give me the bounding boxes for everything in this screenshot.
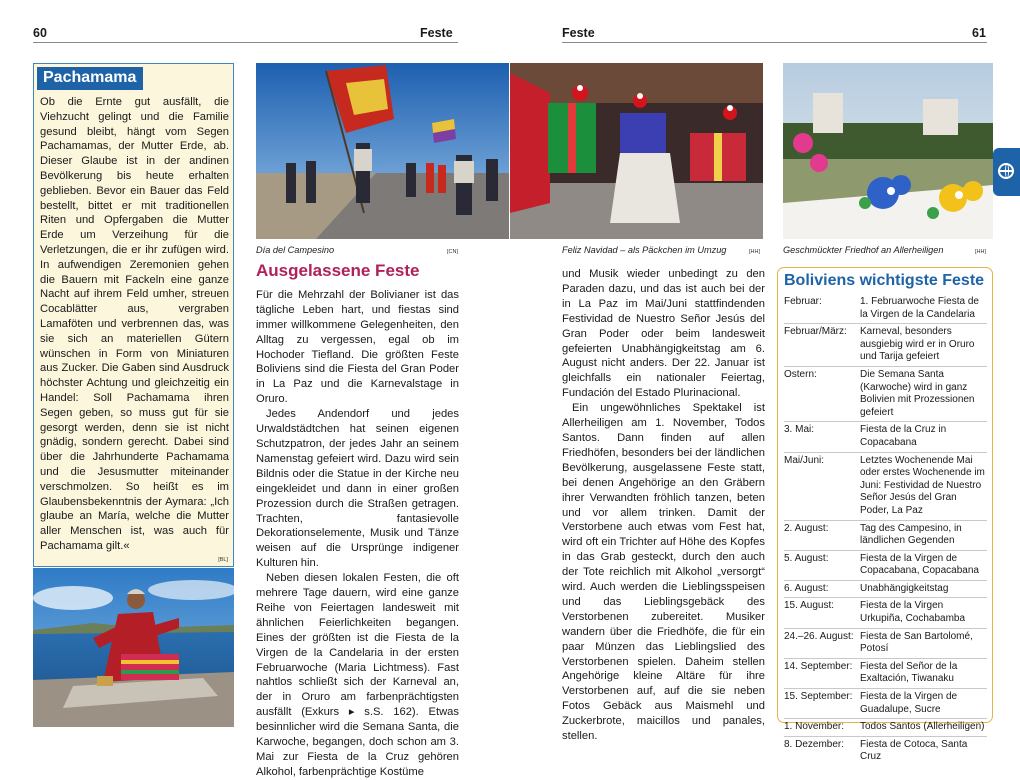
festival-event: Unabhängigkeitstag	[860, 582, 949, 594]
left-running-head: Feste	[420, 26, 453, 40]
festival-row	[784, 580, 987, 598]
festival-row	[784, 520, 987, 550]
festival-date: Ostern:	[784, 368, 817, 380]
festival-row	[784, 323, 987, 366]
festival-row	[784, 658, 987, 688]
article-heading: Ausgelassene Feste	[256, 261, 420, 280]
pachamama-credit: [BL]	[218, 557, 228, 563]
festival-date: 1. November:	[784, 721, 845, 733]
festival-date: Februar:	[784, 296, 822, 307]
festival-date: 6. August:	[784, 582, 829, 594]
globe-icon	[998, 163, 1014, 179]
festival-event: Die Semana Santa (Karwoche) wird in ganz Bolivien mit Prozessionen gefeiert	[860, 368, 975, 418]
festival-row	[784, 452, 987, 520]
festival-row	[784, 550, 987, 580]
campesino-photo	[256, 63, 509, 239]
festival-event: Fiesta de San Bartolomé, Potosí	[860, 630, 973, 655]
right-running-head: Feste	[562, 26, 595, 40]
article-paragraph: Jedes Andendorf und jedes Urwaldstädtchen hat seinen eigenen Schutzpatron, der jedes Jahr an seinem Namenstag gefeiert wird. Dazu wird sein Bildnis oder die Statue in der Kirche neu eingekleidet und dann in einer großen Prozession durch die Straßen getragen. Trachten, fantasievolle Dekorationselemente, Musik und Tänze weisen auf die Ursprünge indigener Kulturen hin.	[256, 408, 459, 570]
festival-event: Fiesta de la Virgen de Copacabana, Copacabana	[860, 552, 979, 577]
festivals-title: Boliviens wichtigste Feste	[784, 272, 985, 289]
caption-friedhof: Geschmückter Friedhof an Allerheiligen	[783, 245, 944, 255]
festival-event: Fiesta de la Virgen Urkupiña, Cochabamba	[860, 600, 966, 625]
festival-event: Fiesta de Cotoca, Santa Cruz	[860, 738, 968, 763]
credit-navidad: [HH]	[749, 249, 760, 255]
friedhof-photo	[783, 63, 993, 239]
festival-date: 5. August:	[784, 552, 829, 564]
article-paragraph: Für die Mehrzahl der Bolivianer ist das tägliche Leben hart, und fiestas sind immer willkommene Gelegenheiten, den Alltag zu vergessen, egal ob im Hochoder Tiefland. Die größten Feste Boliviens sind die Fiesta del Gran Poder in La Paz und die Karnevalstage in Oruro.	[256, 288, 459, 406]
festival-event: Karneval, besonders ausgiebig wird er in Oruro und Tarija gefeiert	[860, 326, 975, 363]
festival-event: Tag des Campesino, in ländlichen Gegenden	[860, 522, 962, 547]
festival-date: 15. September:	[784, 691, 853, 703]
pachamama-title: Pachamama	[37, 67, 143, 90]
article-column-2	[562, 267, 765, 744]
festivals-box	[777, 267, 993, 763]
festival-date: Mai/Juni:	[784, 454, 825, 466]
festival-event: Fiesta de la Virgen de Guadalupe, Sucre	[860, 691, 958, 715]
festival-event: Fiesta del Señor de la Exaltación, Tiwanaku	[860, 660, 958, 685]
festival-row	[784, 294, 987, 323]
left-page-number: 60	[33, 26, 47, 40]
credit-campesino: [CN]	[447, 249, 458, 255]
right-header-rule	[562, 42, 987, 43]
festival-date: 15. August:	[784, 600, 835, 612]
article-column-1	[256, 261, 459, 780]
festival-row	[784, 718, 987, 736]
pachamama-box	[33, 63, 234, 567]
right-page-number: 61	[972, 26, 986, 40]
article-paragraph: Neben diesen lokalen Festen, die oft mehrere Tage dauern, wird eine ganze Reihe von Feiertagen landesweit mit ähnlichen Feierlichkeiten begangen. Eines der größten ist die Fiesta de la Virgen de la Candelaria in der ersten Februarwoche (Maria Lichtmess). Fast nahtlos schließt sich der Karneval an, der in Oruro am farbenprächtigsten ausfällt (Exkurs ▸ s.S. 162). Etwas besinnlicher wird die Semana Santa, die Karwoche, begangen, doch schon am 3. Mai zur Fiesta de la Cruz gehören Alkohol, farbenprächtige Kostüme	[256, 572, 459, 778]
credit-friedhof: [HH]	[975, 249, 986, 255]
left-header-rule	[33, 42, 458, 43]
caption-navidad: Feliz Navidad – als Päckchen im Umzug	[562, 245, 727, 255]
festival-date: 3. Mai:	[784, 424, 815, 436]
festival-row	[784, 421, 987, 451]
caption-campesino: Día del Campesino	[256, 245, 335, 255]
pachamama-photo	[33, 568, 234, 727]
article-paragraph: und Musik wieder unbedingt zu den Paraden dazu, und das ist auch bei der in La Paz im Mai/Juni stattfindenden Festividad de Nuestro Señor Jesús del Gran Poder oder beim landesweit gefeierten Unabhängigkeitstag am 6. August nicht anders. Der 22. Januar ist gleichfalls ein nationaler Feiertag, Fundación del Estado Plurinacional.	[562, 268, 765, 400]
festivals-table	[784, 294, 987, 766]
festival-row	[784, 736, 987, 766]
festival-row	[784, 366, 987, 421]
festival-date: 2. August:	[784, 522, 829, 534]
pachamama-text: Ob die Ernte gut ausfällt, die Viehzucht gelingt und die Familie gesund bleibt, hängt vom Segen Pachamamas, der Mutter Erde, ab. Dieser Glaube ist in der andinen Bevölkerung bis heute erhalten geblieben. Bevor ein Bauer das Feld bestellt, bittet er mit traditionellen Riten und Opfergaben die Mutter Erde um Verzeihung für die Verletzungen, die er ihr zufügen wird. In aufwendigen Zeremonien gehen die Bauern mit Fackeln eine ganze Nacht auf ihrem Feld umher, streuen Cocablätter aus, vergraben Lamaföten und verbrennen das, was sie sich an materiellen Gütern wünschen in Form von Miniaturen aus Zucker. Die Gaben sind Ausdruck höchster Achtung und gleichzeitig ein Handel: Soll Pachamama ihren Segen geben, so muss gut für sie gesorgt werden, denn sie ist nicht gnädig, sondern gerecht. Dabei sind über die Jahrhunderte Pachamama und die Jesusmutter miteinander verschmolzen. So heißt es im Glaubensbekenntnis der Aymara: „Ich glaube an María, welche die Mutter aller Menschen ist, was auch für Pachamama gilt.«	[40, 96, 229, 552]
festival-event: Todos Santos (Allerheiligen)	[860, 721, 985, 733]
festival-row	[784, 628, 987, 658]
festival-row	[784, 688, 987, 718]
festival-event: Letztes Wochenende Mai oder erstes Wochenende im Juni: Festividad de Nuestro Señor Jesús del Gran Poder, La Paz	[860, 454, 985, 516]
festival-date: 24.–26. August:	[784, 630, 854, 642]
festival-event: Fiesta de la Cruz in Copacabana	[860, 424, 947, 448]
festival-event: 1. Februarwoche Fiesta de la Virgen de la Candelaria	[860, 296, 979, 320]
article-paragraph: Ein ungewöhnliches Spektakel ist Allerheiligen am 1. November, Todos Santos. Dann finden auf allen Friedhöfen, besonders bei der ländlichen Bevölkerung, ausgelassene Feste statt, bei denen Angehörige an den Gräbern ihrer Verwandten fröhlich tanzen, beten und vor allem trinken. Damit der Verstorbene auch etwas vom Fest hat, wird oft ein Trichter auf Höhe des Kopfes in das Grab gesteckt, durch den auch der Tote reichlich mit Alkohol „versorgt“ wird. Auch werden die Lieblingsspeisen und das Lieblingsgebäck des Verstorbenen zubereitet. Musiker wandern über die Friedhöfe, die für ein paar Münzen das Lieblingslied des Verstorbenen spielen. Daheim stellen Angehörige kleine Altäre für ihre Verstorbenen auf, auf die sie neben Fotos Gebäck aus Maismehl und Zuckerbrote, maicillos und panales, stellen.	[562, 402, 765, 743]
festival-row	[784, 597, 987, 627]
chapter-side-tab	[993, 148, 1020, 196]
festival-date: 8. Dezember:	[784, 738, 845, 750]
festival-date: 14. September:	[784, 660, 853, 672]
navidad-photo	[510, 63, 763, 239]
festival-date: Februar/März:	[784, 326, 847, 338]
